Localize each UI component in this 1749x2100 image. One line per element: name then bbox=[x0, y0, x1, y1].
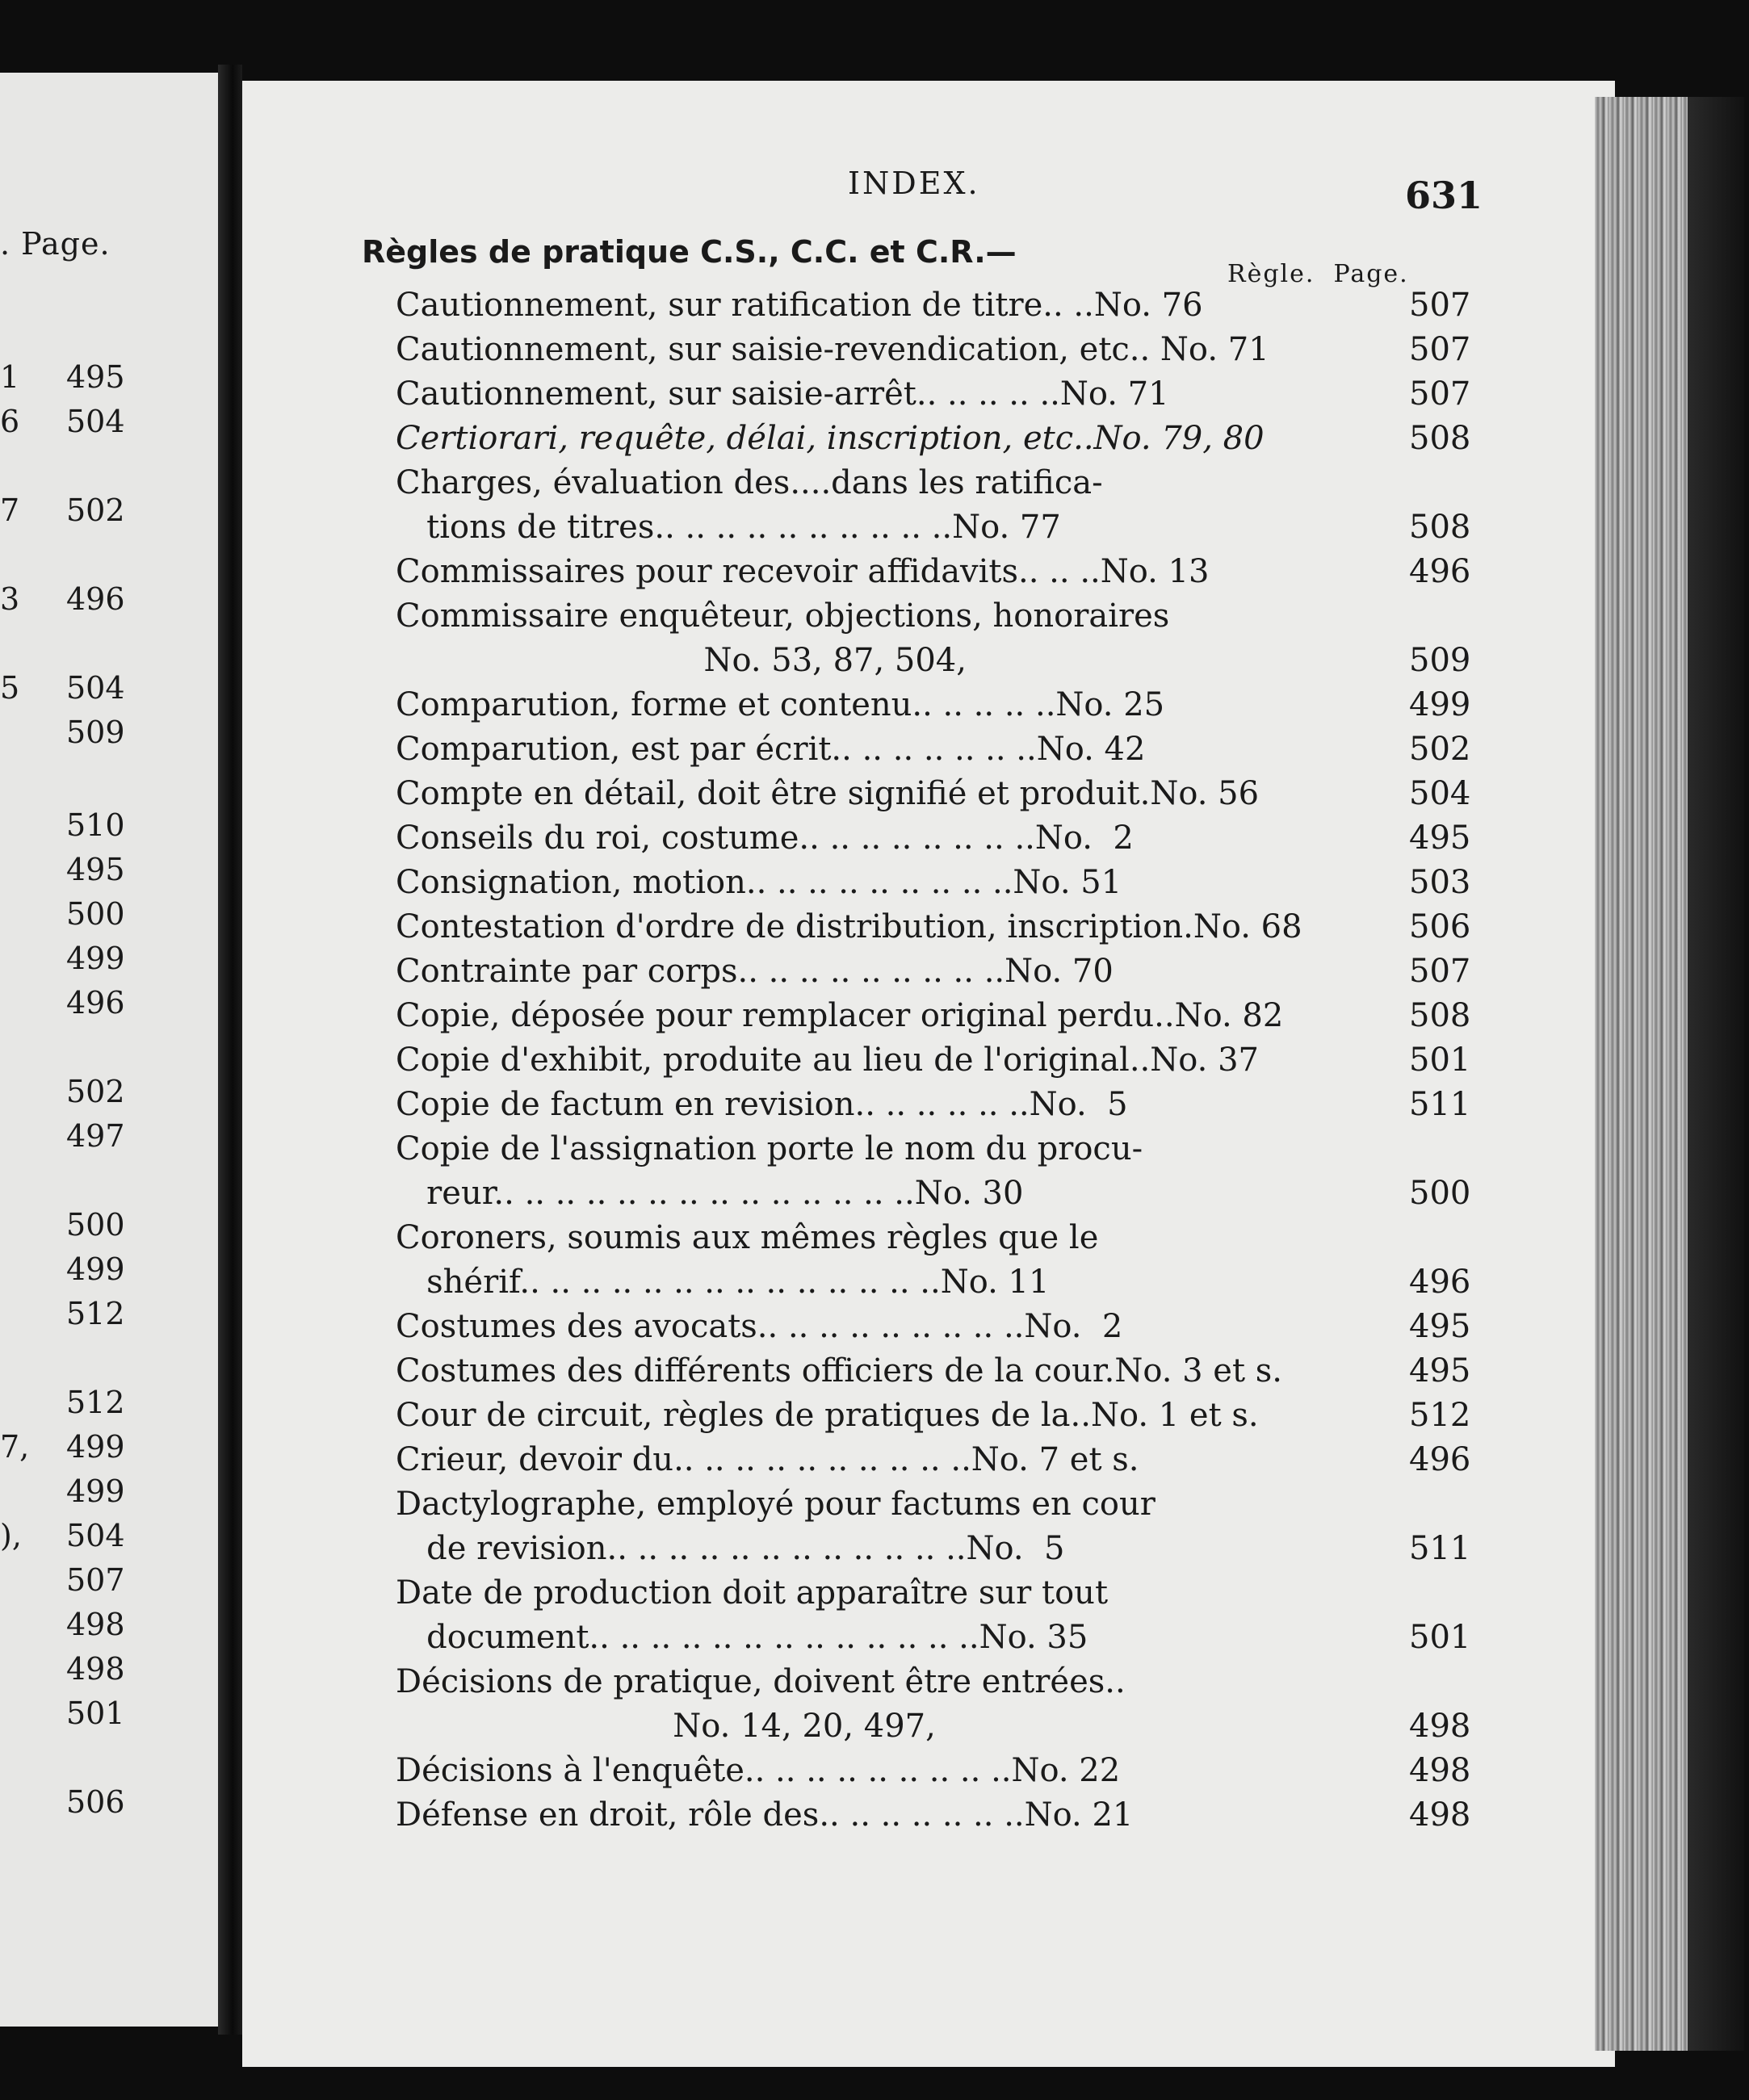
left-entry-page: 500 bbox=[66, 896, 125, 932]
left-entry-page: 495 bbox=[66, 359, 125, 395]
entry-heading: Contestation d'ordre de distribution, inscription.No. 68 bbox=[396, 908, 1302, 945]
left-entry-page: 502 bbox=[66, 493, 125, 528]
left-entry-page: 499 bbox=[66, 941, 125, 976]
entry-page-number: 495 bbox=[1409, 1308, 1471, 1345]
left-entry-page: 499 bbox=[66, 1251, 125, 1287]
entry-heading: Conseils du roi, costume.. .. .. .. .. .. .. ..No. 2 bbox=[396, 819, 1134, 857]
column-headers: Règle. Page. bbox=[1227, 260, 1409, 288]
entry-continuation: shérif.. .. .. .. .. .. .. .. .. .. .. .. .. ..No. 11 bbox=[396, 1264, 1050, 1301]
book-gutter bbox=[218, 65, 242, 2035]
section-heading: Règles de pratique C.S., C.C. et C.R.— bbox=[362, 234, 1017, 270]
entry-heading: Costumes des différents officiers de la cour.No. 3 et s. bbox=[396, 1352, 1283, 1390]
left-entry-page: 500 bbox=[66, 1207, 125, 1243]
entry-page-number: 507 bbox=[1409, 287, 1471, 324]
left-entry-page: 504 bbox=[66, 1518, 125, 1553]
entry-continuation: de revision.. .. .. .. .. .. .. .. .. .. .. ..No. 5 bbox=[396, 1530, 1065, 1567]
entry-heading: Contrainte par corps.. .. .. .. .. .. .. .. ..No. 70 bbox=[396, 953, 1114, 990]
entry-page-number: 501 bbox=[1409, 1042, 1471, 1079]
entry-page-number: 495 bbox=[1409, 1352, 1471, 1390]
entry-heading: Charges, évaluation des....dans les ratifica- bbox=[396, 464, 1103, 501]
entry-heading: Commissaires pour recevoir affidavits.. .. ..No. 13 bbox=[396, 553, 1210, 590]
left-entry-page: 498 bbox=[66, 1607, 125, 1642]
entry-heading: Consignation, motion.. .. .. .. .. .. .. .. ..No. 51 bbox=[396, 864, 1122, 901]
left-entry-page: 512 bbox=[66, 1296, 125, 1331]
entry-heading: Date de production doit apparaître sur tout bbox=[396, 1574, 1109, 1612]
entry-page-number: 511 bbox=[1409, 1086, 1471, 1123]
entry-page-number: 506 bbox=[1409, 908, 1471, 945]
entry-heading: Commissaire enquêteur, objections, honoraires bbox=[396, 597, 1170, 635]
left-entry-page: 501 bbox=[66, 1696, 125, 1731]
entry-page-number: 499 bbox=[1409, 686, 1471, 723]
entry-page-number: 511 bbox=[1409, 1530, 1471, 1567]
left-entry-page: 506 bbox=[66, 1784, 125, 1820]
entry-heading: Costumes des avocats.. .. .. .. .. .. .. .. ..No. 2 bbox=[396, 1308, 1123, 1345]
left-entry-page: 499 bbox=[66, 1473, 125, 1509]
entry-continuation: reur.. .. .. .. .. .. .. .. .. .. .. .. .. ..No. 30 bbox=[396, 1175, 1024, 1212]
entry-page-number: 508 bbox=[1409, 509, 1471, 546]
entry-heading: Coroners, soumis aux mêmes règles que le bbox=[396, 1219, 1099, 1256]
entry-continuation: tions de titres.. .. .. .. .. .. .. .. .. ..No. 77 bbox=[396, 509, 1061, 546]
left-entry-number: 6 bbox=[0, 404, 20, 439]
entry-heading: Copie de l'assignation porte le nom du procu- bbox=[396, 1130, 1143, 1167]
entry-page-number: 498 bbox=[1409, 1752, 1471, 1789]
entry-heading: Dactylographe, employé pour factums en cour bbox=[396, 1486, 1156, 1523]
entry-page-number: 508 bbox=[1409, 997, 1471, 1034]
entry-heading: Copie, déposée pour remplacer original perdu..No. 82 bbox=[396, 997, 1284, 1034]
entry-heading: Défense en droit, rôle des.. .. .. .. .. .. ..No. 21 bbox=[396, 1796, 1134, 1834]
entry-page-number: 507 bbox=[1409, 953, 1471, 990]
entry-heading: Cour de circuit, règles de pratiques de la..No. 1 et s. bbox=[396, 1397, 1259, 1434]
left-entry-page: 497 bbox=[66, 1118, 125, 1154]
entry-page-number: 498 bbox=[1409, 1708, 1471, 1745]
entry-page-number: 512 bbox=[1409, 1397, 1471, 1434]
entry-page-number: 496 bbox=[1409, 1264, 1471, 1301]
left-entry-page: 504 bbox=[66, 404, 125, 439]
entry-heading: Crieur, devoir du.. .. .. .. .. .. .. .. .. ..No. 7 et s. bbox=[396, 1441, 1139, 1478]
entry-page-number: 504 bbox=[1409, 775, 1471, 812]
left-entry-page: 502 bbox=[66, 1074, 125, 1109]
left-entry-page: 507 bbox=[66, 1562, 125, 1598]
entry-continuation: document.. .. .. .. .. .. .. .. .. .. .. .. ..No. 35 bbox=[396, 1619, 1088, 1656]
entry-heading: Copie de factum en revision.. .. .. .. .. ..No. 5 bbox=[396, 1086, 1128, 1123]
entry-page-number: 507 bbox=[1409, 331, 1471, 368]
entry-heading: Cautionnement, sur saisie-arrêt.. .. .. .. ..No. 71 bbox=[396, 375, 1169, 413]
entry-page-number: 503 bbox=[1409, 864, 1471, 901]
book-edge-shadow bbox=[1688, 97, 1744, 2051]
left-entry-page: 496 bbox=[66, 581, 125, 617]
entry-continuation: No. 53, 87, 504, bbox=[396, 642, 967, 679]
left-entry-page: 495 bbox=[66, 852, 125, 887]
left-page-header: . Page. bbox=[0, 226, 111, 262]
running-title: INDEX. bbox=[848, 166, 980, 201]
entry-page-number: 500 bbox=[1409, 1175, 1471, 1212]
page-number: 631 bbox=[1405, 174, 1483, 217]
left-entry-number: 3 bbox=[0, 581, 20, 617]
left-entry-number: ), bbox=[0, 1518, 22, 1553]
entry-heading: Décisions à l'enquête.. .. .. .. .. .. .. .. ..No. 22 bbox=[396, 1752, 1121, 1789]
left-entry-page: 496 bbox=[66, 985, 125, 1021]
entry-heading: Cautionnement, sur saisie-revendication, etc.. No. 71 bbox=[396, 331, 1269, 368]
entry-heading: Copie d'exhibit, produite au lieu de l'original..No. 37 bbox=[396, 1042, 1259, 1079]
entry-heading: Certiorari, requête, délai, inscription, etc..No. 79, 80 bbox=[396, 420, 1265, 457]
entry-page-number: 501 bbox=[1409, 1619, 1471, 1656]
left-entry-number: 7 bbox=[0, 493, 20, 528]
entry-page-number: 496 bbox=[1409, 553, 1471, 590]
entry-heading: Cautionnement, sur ratification de titre.. ..No. 76 bbox=[396, 287, 1203, 324]
entry-page-number: 502 bbox=[1409, 731, 1471, 768]
left-entry-number: 1 bbox=[0, 359, 20, 395]
entry-heading: Comparution, forme et contenu.. .. .. .. ..No. 25 bbox=[396, 686, 1165, 723]
left-entry-page: 504 bbox=[66, 670, 125, 706]
entry-page-number: 507 bbox=[1409, 375, 1471, 413]
entry-heading: Compte en détail, doit être signifié et produit.No. 56 bbox=[396, 775, 1260, 812]
entry-page-number: 508 bbox=[1409, 420, 1471, 457]
entry-heading: Comparution, est par écrit.. .. .. .. .. .. ..No. 42 bbox=[396, 731, 1146, 768]
entry-page-number: 498 bbox=[1409, 1796, 1471, 1834]
entry-heading: Décisions de pratique, doivent être entrées.. bbox=[396, 1663, 1126, 1700]
left-entry-page: 498 bbox=[66, 1651, 125, 1687]
entry-continuation: No. 14, 20, 497, bbox=[396, 1708, 936, 1745]
left-entry-page: 509 bbox=[66, 715, 125, 750]
entry-page-number: 509 bbox=[1409, 642, 1471, 679]
left-entry-page: 510 bbox=[66, 807, 125, 843]
entry-page-number: 495 bbox=[1409, 819, 1471, 857]
left-entry-page: 512 bbox=[66, 1385, 125, 1420]
entry-page-number: 496 bbox=[1409, 1441, 1471, 1478]
left-entry-number: 5 bbox=[0, 670, 20, 706]
left-entry-number: 7, bbox=[0, 1429, 30, 1465]
left-entry-page: 499 bbox=[66, 1429, 125, 1465]
